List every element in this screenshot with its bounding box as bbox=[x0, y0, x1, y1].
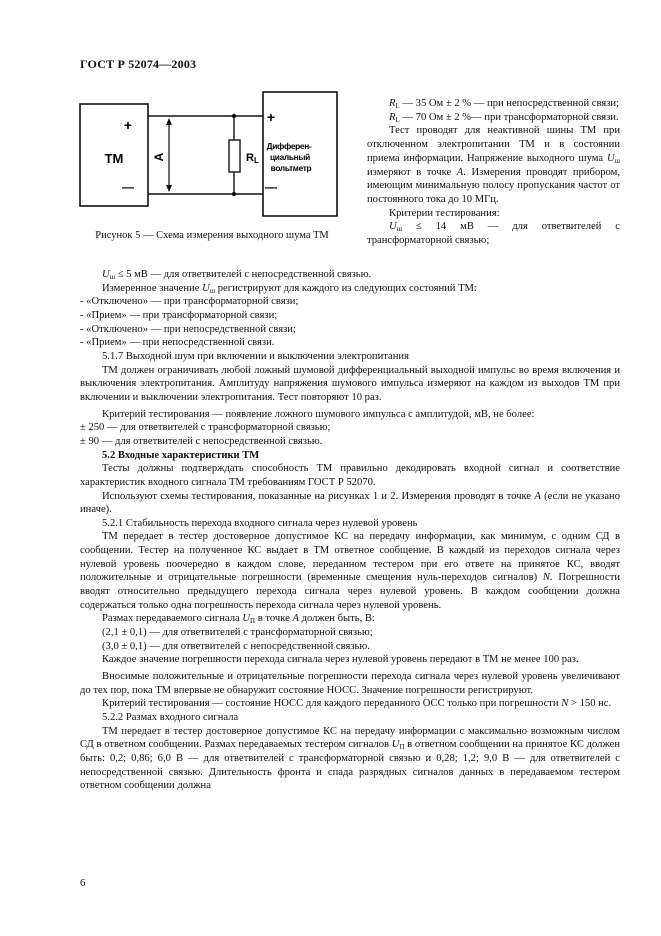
test-description: Тест проводят для неактивной шины ТМ при отключенном электропитании ТМ и в состоянии приема информации. Напряжение выходного шума $U_ш$ измеряют в точке А. Измерения проводят прибором, имеющим минимальную полосу пропускания частот от постоянного тока до 10 МГц. bbox=[367, 125, 620, 205]
section-5-2-schemes: Используют схемы тестирования, показанные на рисунках 1 и 2. Измерения проводят в точке А (если не указано иначе). bbox=[80, 490, 621, 516]
voltmeter-plus: + bbox=[266, 109, 276, 125]
voltmeter-label-2: циальный bbox=[270, 152, 310, 162]
main-text bbox=[80, 268, 620, 793]
criteria-heading: Критерии тестирования: bbox=[389, 207, 500, 219]
resistor-label: RL bbox=[246, 152, 259, 165]
criteria-direct: $U_ш \le 5$ мВ — для ответвителей с непосредственной связью. bbox=[102, 269, 372, 281]
section-5-2-text: Тесты должны подтверждать способность ТМ правильно декодировать входной сигнал и соответствие характеристик входного сигнала ТМ требованиям ГОСТ Р 52070. bbox=[80, 463, 620, 488]
section-5-2-2-text: ТМ передает в тестер достоверное допустимое КС на передачу информации с максимально возможным числом СД в ответном сообщении. Размах передаваемых тестером сигналов $U_П$ в ответном сообщении на принятое КС должен быть: 0,2; 0,86; 6,0 В — для ответвителей с трансформаторной связью и 0,28; 1,2; 9,0 В — для ответвителей с непосредственной связью. Длительность фронта и спада разрядных сигналов данных в передаваемом тестером ответном сообщении должна bbox=[80, 725, 621, 792]
resistance-direct: $R_L$ — 35 Ом ± 2 % — при непосредственной связи; bbox=[389, 98, 620, 110]
section-5-1-7-text: ТМ должен ограничивать любой ложный шумовой дифференциальный выходной импульс во время включения и выключения электропитания. Амплитуду напряжения шумового импульса измеряют на каждом из выходов ТМ при включении и выключении электропитания. Тест повторяют 10 раз. bbox=[80, 364, 620, 403]
signal-range-text: Размах передаваемого сигнала $U_П$ в точке А должен быть, В: bbox=[102, 613, 375, 626]
tm-minus: — bbox=[122, 180, 134, 194]
section-5-2-1-title: 5.2.1 Стабильность перехода входного сигнала через нулевой уровень bbox=[102, 517, 418, 529]
list-item: - «Отключено» — при непосредственной связи; bbox=[80, 323, 296, 335]
criteria-value: ± 90 — для ответвителей с непосредственной связью. bbox=[80, 435, 323, 447]
voltmeter-minus: — bbox=[265, 180, 277, 194]
document-header: ГОСТ Р 52074—2003 bbox=[80, 57, 197, 71]
resistor bbox=[229, 140, 240, 172]
section-5-2-2-title: 5.2.2 Размах входного сигнала bbox=[102, 712, 239, 723]
section-5-2-title: 5.2 Входные характеристики ТМ bbox=[102, 449, 260, 461]
figure-caption: Рисунок 5 — Схема измерения выходного шума ТМ bbox=[95, 230, 329, 241]
a-arrow-head-top bbox=[166, 118, 172, 125]
registration-text: Измеренное значение $U_ш$ регистрируют для каждого из следующих состояний ТМ: bbox=[102, 282, 477, 295]
section-5-1-7-criteria: Критерий тестирования — появление ложного шумового импульса с амплитудой, мВ, не более: bbox=[102, 408, 535, 420]
node-top bbox=[232, 114, 236, 118]
tm-plus: + bbox=[123, 117, 133, 133]
repetition-text: Каждое значение погрешности перехода сигнала через нулевой уровень передают в ТМ не менее 100 раз. bbox=[102, 654, 579, 666]
node-bottom bbox=[232, 192, 236, 196]
list-item: - «Прием» — при непосредственной связи. bbox=[80, 337, 275, 349]
a-arrow-head-bottom bbox=[166, 185, 172, 192]
increment-text: Вносимые положительные и отрицательные погрешности перехода сигнала через нулевой уровень увеличивают до тех пор, пока ТМ впервые не обнаружит состояние НОСС. Значение погрешности регистрируют. bbox=[80, 671, 620, 696]
list-item: - «Прием» — при трансформаторной связи; bbox=[80, 309, 278, 321]
page-number: 6 bbox=[80, 877, 86, 889]
circuit-diagram bbox=[79, 90, 341, 220]
voltmeter-label-3: вольтметр bbox=[270, 163, 312, 173]
section-5-1-7-title: 5.1.7 Выходной шум при включении и выключении электропитания bbox=[102, 350, 409, 362]
section-5-2-1-criteria: Критерий тестирования — состояние НОСС для каждого переданного ОСС только при погрешности N > 150 нс. bbox=[102, 698, 612, 710]
tm-label: ТМ bbox=[104, 151, 124, 166]
range-value: (2,1 ± 0,1) — для ответвителей с трансформаторной связью; bbox=[102, 627, 373, 639]
right-column bbox=[367, 97, 620, 248]
a-label: А bbox=[152, 152, 166, 162]
criteria-value: ± 250 — для ответвителей с трансформаторной связью; bbox=[80, 422, 331, 434]
voltmeter-label-1: Дифферен- bbox=[266, 141, 312, 151]
resistance-transformer: $R_L$ — 70 Ом ± 2 %— при трансформаторной связи. bbox=[389, 111, 619, 124]
section-5-2-1-text: ТМ передает в тестер достоверное допустимое КС на передачу информации, как минимум, с одним СД в сообщении. Тестер на полученное КС выдает в ТМ ответное сообщение. В каждый из переходов сигнала через нулевой уровень поочередно в каждом слове, переданном тестером при его ответе на принятое КС, вводят положительные и отрицательные погрешности (временные смещения нуль-переходов сигналов) N. Погрешности вводят относительно предыдущего перехода сигнала через нулевой уровень. В каждом сообщении должна содержаться только одна погрешность перехода сигнала через нулевой уровень. bbox=[80, 531, 620, 611]
criteria-transformer: $U_ш \le 14$ мВ — для ответвителей с трансформаторной связью; bbox=[367, 221, 620, 247]
list-item: - «Отключено» — при трансформаторной связи; bbox=[80, 296, 299, 308]
range-value: (3,0 ± 0,1) — для ответвителей с непосредственной связью. bbox=[102, 640, 370, 652]
